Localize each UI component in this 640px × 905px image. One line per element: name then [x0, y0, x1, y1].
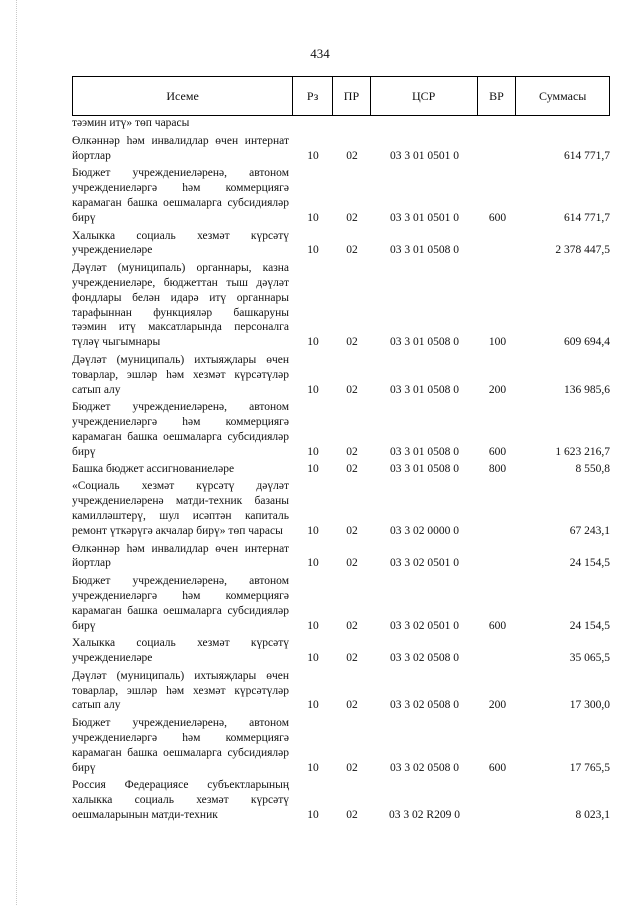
- row-rz: 10: [307, 149, 319, 162]
- row-pr: 02: [346, 383, 358, 396]
- row-name: Башка бюджет ассигнованиеләре: [72, 462, 235, 475]
- header-sum: Суммасы: [539, 88, 587, 103]
- row-csr: 03 3 02 0501 0: [390, 557, 459, 570]
- row-name: Бюджет учреждениеләренә, автоном учреждениеләргә һәм коммерциягә карамаган башка оешмаларга субсидияләр бирү: [72, 717, 289, 774]
- row-vr: 600: [488, 619, 507, 632]
- row-vr: 600: [488, 761, 507, 774]
- row-pr: 02: [346, 462, 358, 475]
- row-sum: 136 985,6: [564, 383, 610, 396]
- row-sum: 8 550,8: [575, 462, 610, 475]
- row-sum: 35 065,5: [569, 652, 610, 665]
- row-vr: 200: [488, 699, 507, 712]
- row-pr: 02: [346, 652, 358, 665]
- row-csr: 03 3 02 0501 0: [390, 619, 459, 632]
- row-csr: 03 3 01 0501 0: [390, 211, 459, 224]
- row-pr: 02: [346, 336, 358, 349]
- row-rz: 10: [307, 809, 319, 822]
- header-name: Исеме: [73, 77, 293, 115]
- row-rz: 10: [307, 652, 319, 665]
- table-header: [72, 76, 610, 116]
- row-csr: 03 3 01 0501 0: [390, 149, 459, 162]
- row-rz: 10: [307, 462, 319, 475]
- row-pr: 02: [346, 761, 358, 774]
- row-pr: 02: [346, 619, 358, 632]
- row-pr: 02: [346, 524, 358, 537]
- row-name: Бюджет учреждениеләренә, автоном учреждениеләргә һәм коммерциягә карамаган башка оешмаларга субсидияләр бирү: [72, 401, 289, 458]
- row-name: Бюджет учреждениеләренә, автоном учреждениеләргә һәм коммерциягә карамаган башка оешмаларга субсидияләр бирү: [72, 167, 289, 224]
- row-csr: 03 3 02 0508 0: [390, 652, 459, 665]
- table-row: [72, 166, 610, 225]
- table-row: [72, 716, 610, 775]
- row-rz: 10: [307, 557, 319, 570]
- row-sum: 67 243,1: [569, 524, 610, 537]
- row-vr: 600: [488, 445, 507, 458]
- row-vr: 600: [488, 211, 507, 224]
- row-rz: 10: [307, 699, 319, 712]
- table-row: [72, 479, 610, 538]
- table-row: [72, 134, 610, 164]
- row-sum: 614 771,7: [564, 149, 610, 162]
- row-sum: 17 300,0: [569, 699, 610, 712]
- row-rz: 10: [307, 524, 319, 537]
- table-row: [72, 669, 610, 713]
- row-vr: 100: [488, 336, 507, 349]
- row-name: Дәүләт (муниципаль) ихтыяҗлары өчен товарлар, эшләр һәм хезмәт күрсәтүләр сатып алу: [72, 353, 289, 396]
- row-pr: 02: [346, 445, 358, 458]
- row-rz: 10: [307, 761, 319, 774]
- table-row: [72, 353, 610, 397]
- row-rz: 10: [307, 619, 319, 632]
- row-name: Халыкка социаль хезмәт күрсәтү учреждениеләре: [72, 637, 289, 665]
- row-name: Халыкка социаль хезмәт күрсәтү учреждениеләре: [72, 229, 289, 257]
- header-pr: ПР: [333, 77, 371, 115]
- table-row: [72, 116, 610, 131]
- row-pr: 02: [346, 149, 358, 162]
- row-name: «Социаль хезмәт күрсәтү дәүләт учреждениеләренә матди-техник базаны камилләштерү, шул исәптән капиталь ремонт үткәрүгә акчалар бирү» төп чарасы: [72, 480, 289, 537]
- row-name: Россия Федерациясе субъектларының халыкка социаль хезмәт күрсәтү оешмаларынын матди-техник: [72, 779, 289, 822]
- row-pr: 02: [346, 557, 358, 570]
- table-row: [72, 778, 610, 822]
- row-pr: 02: [346, 809, 358, 822]
- row-sum: 609 694,4: [564, 336, 610, 349]
- table-row: [72, 229, 610, 259]
- row-sum: 2 378 447,5: [555, 244, 610, 257]
- table-row: [72, 261, 610, 350]
- header-rz: Рз: [293, 77, 333, 115]
- row-name: Өлкәннәр һәм инвалидлар өчен интернат йортлар: [72, 134, 289, 162]
- table-row: [72, 400, 610, 459]
- row-sum: 24 154,5: [569, 557, 610, 570]
- row-csr: 03 3 01 0508 0: [390, 462, 459, 475]
- table-row: [72, 542, 610, 572]
- table-row: [72, 462, 610, 477]
- row-rz: 10: [307, 445, 319, 458]
- row-sum: 8 023,1: [575, 809, 610, 822]
- row-name: Бюджет учреждениеләренә, автоном учреждениеләргә һәм коммерциягә карамаган башка оешмаларга субсидияләр бирү: [72, 575, 289, 632]
- table-row: [72, 574, 610, 633]
- row-vr: 800: [488, 462, 507, 475]
- row-rz: 10: [307, 383, 319, 396]
- row-csr: 03 3 02 0508 0: [390, 699, 459, 712]
- page-number: 434: [310, 46, 330, 61]
- row-rz: 10: [307, 211, 319, 224]
- row-csr: 03 3 02 0508 0: [390, 761, 459, 774]
- row-sum: 17 765,5: [569, 761, 610, 774]
- row-name: Дәүләт (муниципаль) органнары, казна учреждениеләре, бюджеттан тыш дәүләт фондлары белән идарә итү органнары тарафыннан функцияләр башкаруны тәэмин итү максатларында персоналга түләү чыгымнары: [72, 262, 289, 349]
- row-name: тәэмин итү» төп чарасы: [72, 117, 190, 129]
- row-sum: 614 771,7: [564, 211, 610, 224]
- row-vr: 200: [488, 383, 507, 396]
- budget-table: [72, 76, 610, 823]
- row-pr: 02: [346, 699, 358, 712]
- table-body: [72, 116, 610, 823]
- row-sum: 1 623 216,7: [555, 445, 610, 458]
- row-csr: 03 3 01 0508 0: [390, 445, 459, 458]
- row-csr: 03 3 01 0508 0: [390, 244, 459, 257]
- row-name: Өлкәннәр һәм инвалидлар өчен интернат йортлар: [72, 542, 289, 570]
- header-csr: ЦСР: [371, 77, 478, 115]
- margin-line: [16, 0, 17, 905]
- row-pr: 02: [346, 244, 358, 257]
- row-csr: 03 3 02 R209 0: [389, 809, 460, 822]
- header-vr: ВР: [478, 77, 517, 115]
- row-csr: 03 3 02 0000 0: [390, 524, 459, 537]
- table-row: [72, 636, 610, 666]
- row-csr: 03 3 01 0508 0: [390, 383, 459, 396]
- row-csr: 03 3 01 0508 0: [390, 336, 459, 349]
- row-name: Дәүләт (муниципаль) ихтыяҗлары өчен товарлар, эшләр һәм хезмәт күрсәтүләр сатып алу: [72, 669, 289, 712]
- row-sum: 24 154,5: [569, 619, 610, 632]
- row-pr: 02: [346, 211, 358, 224]
- row-rz: 10: [307, 244, 319, 257]
- row-rz: 10: [307, 336, 319, 349]
